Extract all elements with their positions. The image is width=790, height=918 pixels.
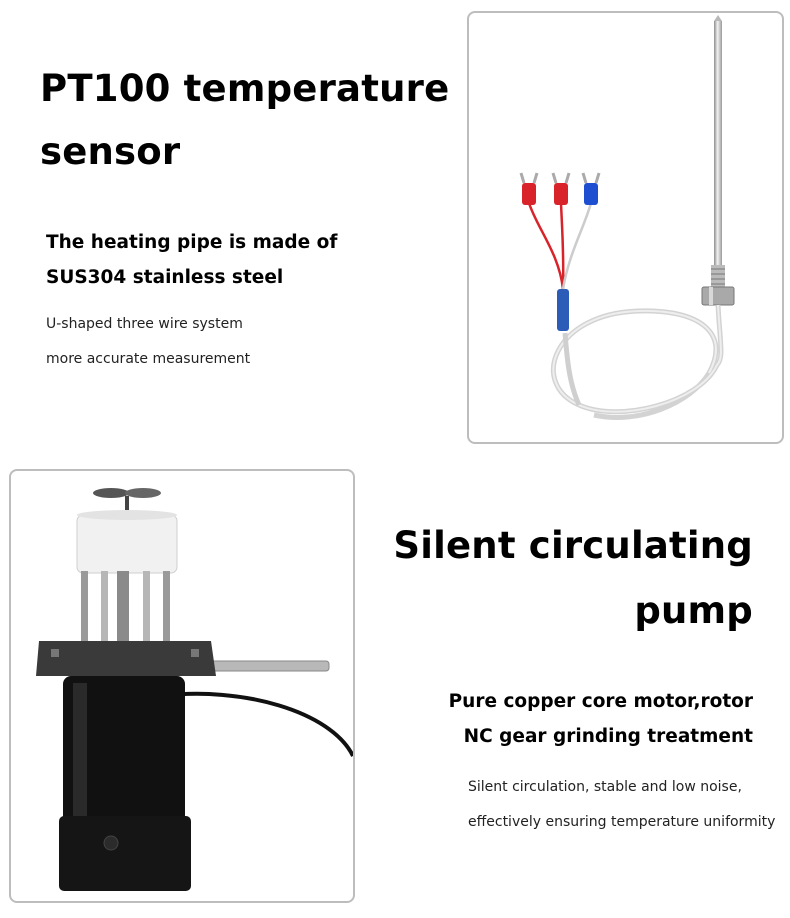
pt100-sensor-image (469, 13, 782, 442)
pump-image-frame (9, 469, 355, 903)
circulating-pump-image (11, 471, 353, 901)
pump-title-line1: Silent circulating (393, 524, 753, 567)
sensor-subhead-line1: The heating pipe is made of (46, 232, 338, 253)
mounting-plate (36, 641, 216, 676)
probe-thread (711, 265, 725, 287)
sensor-desc-line1: U-shaped three wire system (46, 316, 243, 332)
sensor-subhead-line2: SUS304 stainless steel (46, 267, 284, 288)
sensor-title-line2: sensor (40, 130, 181, 173)
white-wire (563, 203, 591, 289)
sensor-desc-line2: more accurate measurement (46, 351, 251, 367)
probe-rod (714, 21, 722, 269)
sensor-title-line1: PT100 temperature (40, 67, 450, 110)
pump-subhead-line1: Pure copper core motor,rotor (448, 691, 753, 712)
wire-sleeve (557, 289, 569, 331)
pump-desc-line1: Silent circulation, stable and low noise, (468, 779, 742, 795)
red-wire-1 (529, 203, 563, 289)
pump-subhead-line2: NC gear grinding treatment (463, 726, 753, 747)
pump-desc-line2: effectively ensuring temperature uniformity (468, 814, 776, 830)
power-cord (161, 694, 353, 756)
motor-body (63, 676, 185, 826)
motor-base (59, 816, 191, 891)
blue-terminal (583, 173, 599, 205)
pump-housing (77, 510, 177, 573)
sensor-image-frame (467, 11, 784, 444)
red-terminal-left (521, 173, 537, 205)
probe-nut (702, 287, 734, 305)
pump-title-line2: pump (634, 589, 753, 632)
red-terminal-middle (553, 173, 569, 205)
